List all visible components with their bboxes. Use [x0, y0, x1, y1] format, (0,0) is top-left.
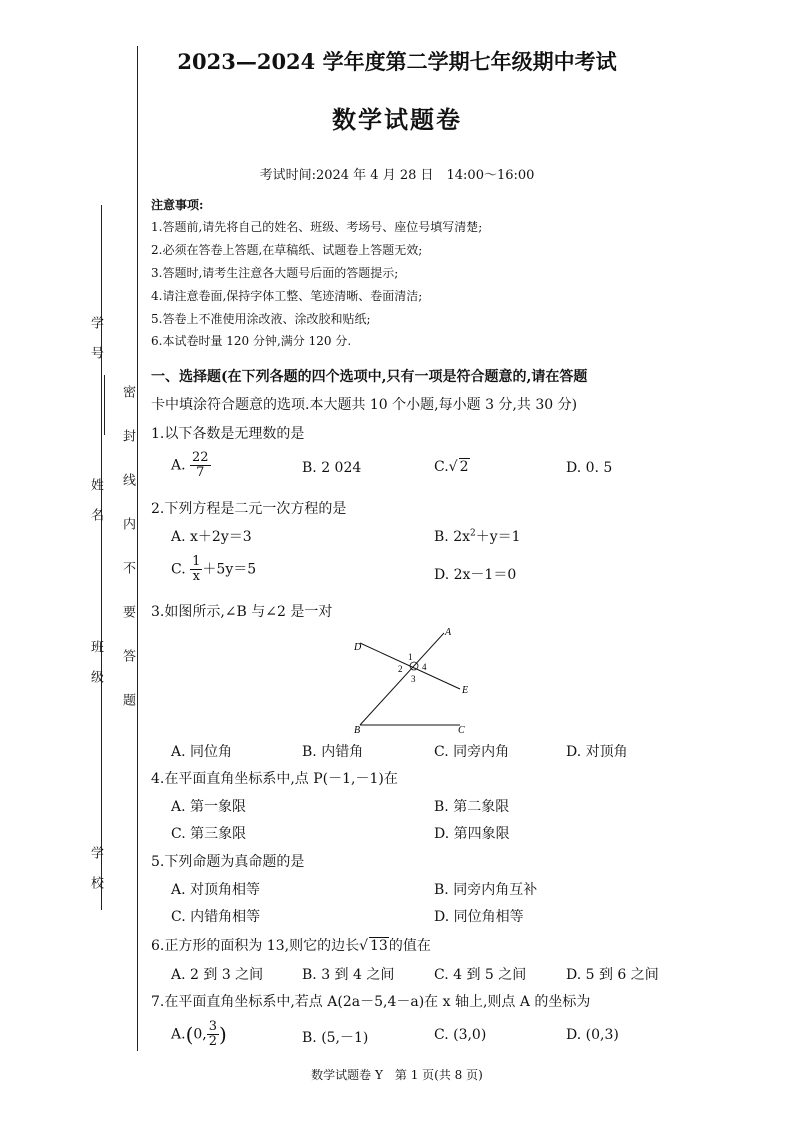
margin-student-id-label: 学 号	[88, 316, 103, 361]
angle-label-3: 3	[411, 674, 416, 684]
option-text: B. 2x	[434, 529, 470, 545]
question-2-option-b	[434, 526, 521, 546]
section1-instructions-cont: 卡中填涂符合题意的选项.本大题共 10 个小题,每小题 3 分,共 30 分)	[151, 397, 578, 413]
question-5-option-c: C. 内错角相等	[171, 909, 261, 925]
exponent: 2	[470, 528, 476, 539]
fraction	[207, 1020, 219, 1049]
question-7-option-d: D. (0,3)	[566, 1027, 619, 1043]
question-3-stem: 3.如图所示,∠B 与∠2 是一对	[151, 604, 333, 620]
margin-rule-right	[137, 46, 138, 1051]
angle-label-2: 2	[398, 664, 403, 674]
question-5-option-a: A. 对顶角相等	[171, 882, 261, 898]
option-label: A.	[171, 1026, 186, 1043]
paren: )	[219, 1022, 227, 1047]
paper-subtitle: 数学试题卷	[332, 105, 462, 134]
question-1-option-c	[434, 458, 470, 475]
question-4-option-a: A. 第一象限	[171, 799, 247, 815]
question-6-option-c: C. 4 到 5 之间	[434, 967, 527, 983]
question-1-option-b: B. 2 024	[302, 460, 362, 476]
question-6-stem	[151, 935, 431, 955]
margin-rule-left	[101, 205, 102, 910]
exam-title: 2023—2024 学年度第二学期七年级期中考试	[177, 49, 617, 74]
question-7-option-a	[171, 1020, 227, 1049]
question-4-option-d: D. 第四象限	[434, 826, 510, 842]
question-3-option-d: D. 对顶角	[566, 744, 628, 760]
question-6-option-b: B. 3 到 4 之间	[302, 967, 395, 983]
question-6-option-d: D. 5 到 6 之间	[566, 967, 659, 983]
denominator: x	[192, 569, 200, 584]
denominator: 7	[196, 465, 205, 480]
angle-figure	[348, 627, 478, 737]
label-d: D	[354, 642, 362, 653]
notice-item: 2.必须在答卷上答题,在草稿纸、试题卷上答题无效;	[151, 243, 423, 257]
stem-text: 6.正方形的面积为 13,则它的边长	[151, 938, 360, 954]
question-3-option-a: A. 同位角	[171, 744, 233, 760]
notice-item: 6.本试卷时量 120 分钟,满分 120 分.	[151, 334, 352, 348]
notice-item: 1.答题前,请先将自己的姓名、班级、考场号、座位号填写清楚;	[151, 220, 483, 234]
numerator: 22	[192, 450, 209, 465]
question-3-option-c: C. 同旁内角	[434, 744, 510, 760]
option-label: C.	[434, 459, 449, 475]
option-text: ＋5y＝5	[202, 561, 257, 578]
label-e: E	[462, 685, 469, 696]
question-5-stem: 5.下列命题为真命题的是	[151, 854, 305, 870]
option-label: A.	[171, 457, 186, 474]
label-c: C	[458, 725, 465, 736]
fraction	[190, 451, 211, 480]
exam-time: 考试时间:2024 年 4 月 28 日 14:00～16:00	[259, 168, 535, 183]
notice-heading: 注意事项:	[151, 198, 204, 212]
question-7-option-b: B. (5,－1)	[302, 1030, 369, 1046]
margin-school-label: 学 校	[88, 846, 103, 891]
stem-text: 的值在	[388, 938, 431, 954]
question-1-option-d: D. 0. 5	[566, 460, 613, 476]
radicand: 13	[370, 938, 388, 954]
label-a: A	[445, 627, 452, 638]
question-4-option-b: B. 第二象限	[434, 799, 510, 815]
angle-label-4: 4	[422, 662, 427, 672]
sqrt-sign: √	[359, 938, 368, 954]
question-1-option-a	[171, 451, 211, 480]
question-2-stem: 2.下列方程是二元一次方程的是	[151, 501, 347, 517]
question-2-option-a: A. x＋2y＝3	[171, 529, 252, 545]
question-2-option-c	[171, 555, 256, 584]
margin-student-id-blank	[104, 375, 105, 435]
label-b: B	[354, 725, 361, 736]
option-text: 0,	[193, 1026, 207, 1043]
question-7-option-c: C. (3,0)	[434, 1027, 487, 1043]
line-ba	[360, 633, 444, 725]
question-7-stem: 7.在平面直角坐标系中,若点 A(2a－5,4－a)在 x 轴上,则点 A 的坐标为	[151, 994, 591, 1010]
angle-label-1: 1	[408, 652, 413, 662]
question-4-stem: 4.在平面直角坐标系中,点 P(－1,－1)在	[151, 771, 398, 787]
question-5-option-b: B. 同旁内角互补	[434, 882, 538, 898]
margin-class-label: 班 级	[88, 640, 103, 685]
question-6-option-a: A. 2 到 3 之间	[171, 967, 264, 983]
question-3-option-b: B. 内错角	[302, 744, 364, 760]
notice-item: 5.答卷上不准使用涂改液、涂改胶和贴纸;	[151, 312, 371, 326]
margin-name-label: 姓 名	[88, 478, 103, 523]
numerator: 3	[208, 1019, 218, 1034]
question-4-option-c: C. 第三象限	[171, 826, 247, 842]
option-label: C.	[171, 561, 186, 578]
fraction	[190, 555, 202, 584]
notice-item: 4.请注意卷面,保持字体工整、笔迹清晰、卷面清洁;	[151, 289, 423, 303]
section1-instructions: 一、选择题(在下列各题的四个选项中,只有一项是符合题意的,请在答题	[151, 369, 588, 385]
sqrt-sign: √	[448, 459, 458, 475]
question-5-option-d: D. 同位角相等	[434, 909, 524, 925]
denominator: 2	[208, 1034, 218, 1049]
paren: (	[185, 1022, 194, 1047]
notice-item: 3.答题时,请考生注意各大题号后面的答题提示;	[151, 266, 399, 280]
radicand: 2	[459, 459, 469, 475]
option-text: ＋y＝1	[475, 529, 521, 545]
question-2-option-d: D. 2x－1＝0	[434, 567, 517, 583]
page-footer: 数学试题卷 Y 第 1 页(共 8 页)	[311, 1068, 483, 1082]
question-1-stem: 1.以下各数是无理数的是	[151, 426, 305, 442]
numerator: 1	[192, 554, 201, 569]
margin-seal-line-text: 密 封 线 内 不 要 答 题	[120, 385, 135, 715]
